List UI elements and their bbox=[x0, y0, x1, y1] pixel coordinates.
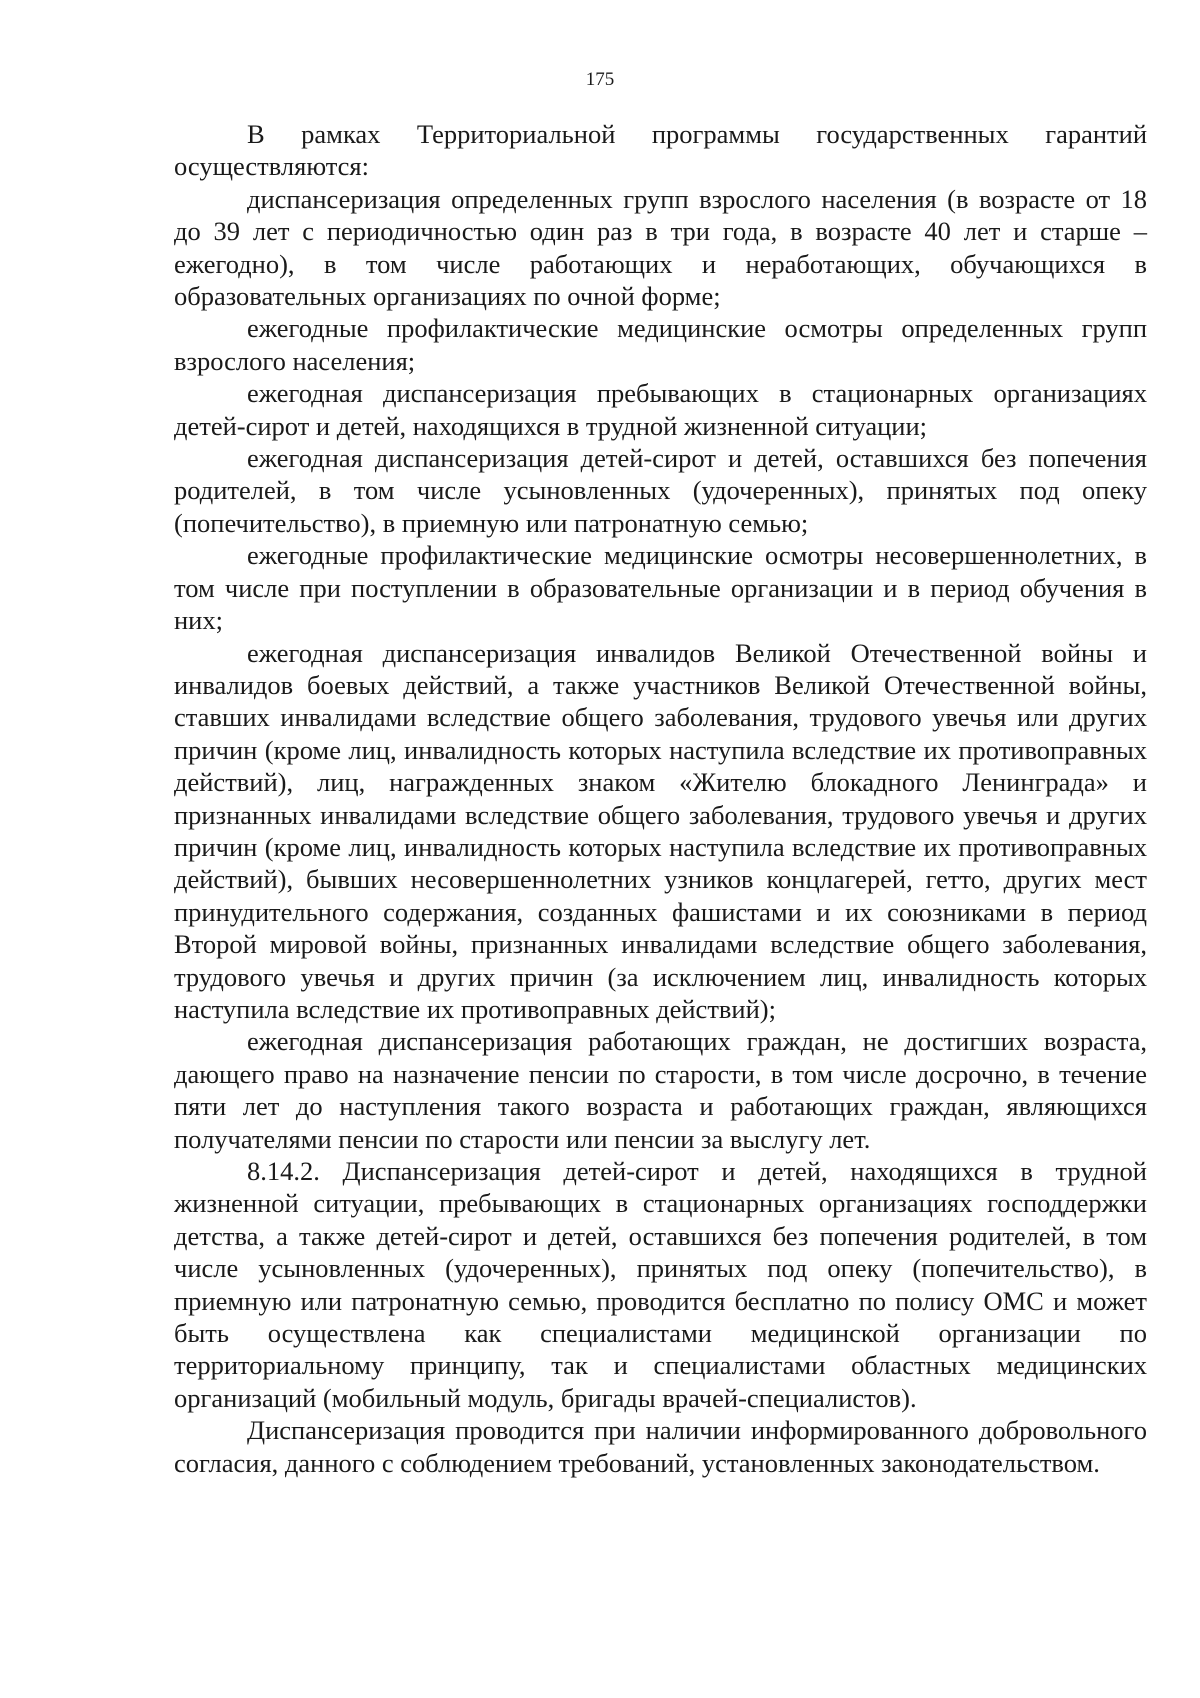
document-body bbox=[174, 118, 1147, 1479]
paragraph-orphans-institutions: ежегодная диспансеризация пребывающих в стационарных организациях детей-сирот и детей, находящихся в трудной жизненной ситуации; bbox=[174, 378, 1147, 441]
paragraph-adult-checkups: ежегодные профилактические медицинские осмотры определенных групп взрослого населения; bbox=[174, 313, 1147, 376]
paragraph-orphans-families: ежегодная диспансеризация детей-сирот и детей, оставшихся без попечения родителей, в том числе усыновленных (удочеренных), принятых под опеку (попечительство), в приемную или патронатную семью; bbox=[174, 443, 1147, 538]
paragraph-veterans: ежегодная диспансеризация инвалидов Великой Отечественной войны и инвалидов боевых действий, а также участников Великой Отечественной войны, ставших инвалидами вследствие общего заболевания, трудового увечья или других причин (кроме лиц, инвалидность которых наступила вследствие их противоправных действий), лиц, награжденных знаком «Жителю блокадного Ленинграда» и признанных инвалидами вследствие общего заболевания, трудового увечья и других причин (кроме лиц, инвалидность которых наступила вследствие их противоправных действий), бывших несовершеннолетних узников концлагерей, гетто, других мест принудительного содержания, созданных фашистами и их союзниками в период Второй мировой войны, признанных инвалидами вследствие общего заболевания, трудового увечья и других причин (за исключением лиц, инвалидность которых наступила вследствие их противоправных действий); bbox=[174, 637, 1147, 1024]
paragraph-consent: Диспансеризация проводится при наличии информированного добровольного согласия, данного с соблюдением требований, установленных законодательством. bbox=[174, 1415, 1147, 1478]
page-number: 175 bbox=[585, 69, 615, 90]
paragraph-working-citizens: ежегодная диспансеризация работающих граждан, не достигших возраста, дающего право на назначение пенсии по старости, в том числе досрочно, в течение пяти лет до наступления такого возраста и работающих граждан, являющихся получателями пенсии по старости или пенсии за выслугу лет. bbox=[174, 1026, 1147, 1154]
paragraph-intro: В рамках Территориальной программы государственных гарантий осуществляются: bbox=[174, 119, 1147, 182]
paragraph-section-8-14-2: 8.14.2. Диспансеризация детей-сирот и детей, находящихся в трудной жизненной ситуации, пребывающих в стационарных организациях господдержки детства, а также детей-сирот и детей, оставшихся без попечения родителей, в том числе усыновленных (удочеренных), принятых под опеку (попечительство), в приемную или патронатную семью, проводится бесплатно по полису ОМС и может быть осуществлена как специалистами медицинской организации по территориальному принципу, так и специалистами областных медицинских организаций (мобильный модуль, бригады врачей-специалистов). bbox=[174, 1156, 1147, 1413]
paragraph-adult-dispensary: диспансеризация определенных групп взрослого населения (в возрасте от 18 до 39 лет с периодичностью один раз в три года, в возрасте 40 лет и старше – ежегодно), в том числе работающих и неработающих, обучающихся в образовательных организациях по очной форме; bbox=[174, 183, 1147, 312]
paragraph-minors-checkups: ежегодные профилактические медицинские осмотры несовершеннолетних, в том числе при поступлении в образовательные организации и в период обучения в них; bbox=[174, 540, 1147, 636]
